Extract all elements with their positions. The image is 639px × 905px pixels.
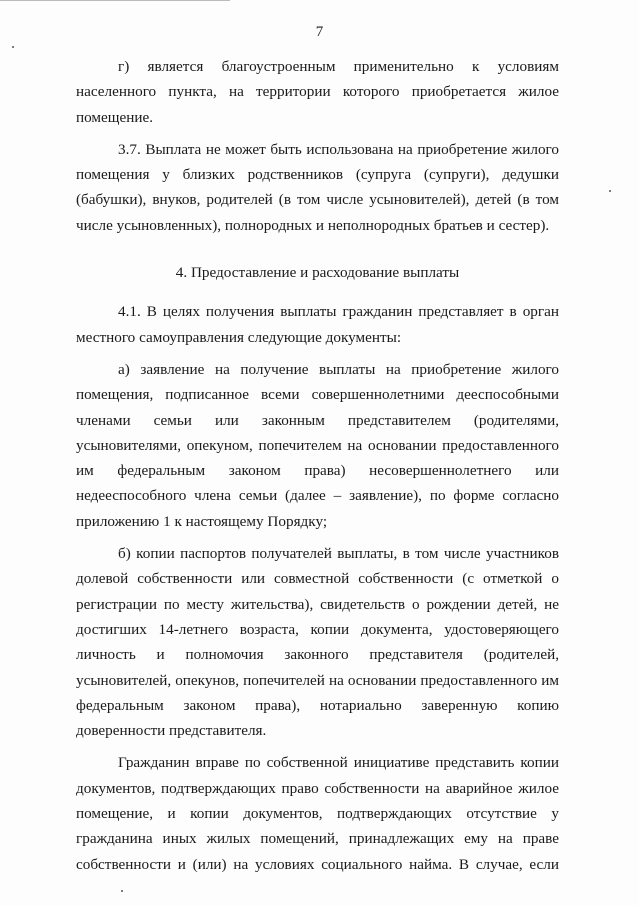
text-line: членами семьи или законным представителем (родителями, (76, 411, 559, 429)
scan-dot (609, 190, 611, 192)
text-line: (бабушки), внуков, родителей (в том числе усыновителей), детей (в том (76, 191, 559, 209)
spacer (76, 534, 559, 541)
text-line: а) заявление на получение выплаты на приобретение жилого (118, 360, 559, 378)
paragraph (76, 54, 559, 130)
text-line: доверенности представителя. (76, 722, 267, 740)
page-number: 7 (315, 24, 324, 40)
spacer (76, 285, 559, 299)
text-line: помещение. (76, 108, 154, 126)
text-line: усыновителей, опекунов, попечителей на основании предоставленного им (76, 671, 559, 689)
text-line: 4.1. В целях получения выплаты гражданин представляет в орган (118, 303, 559, 321)
text-line: помещения у близких родственников (супруга (супруги), дедушки (76, 166, 559, 184)
paragraph (76, 750, 559, 876)
text-line: недееспособного члена семьи (далее – заявление), по форме согласно (76, 487, 559, 505)
text-line: достигших 14-летнего возраста, копии документа, удостоверяющего (76, 620, 559, 638)
spacer (76, 350, 559, 357)
text-line: федеральным законом права), нотариально заверенную копию (76, 696, 559, 714)
paragraph (76, 137, 559, 238)
spacer (76, 238, 559, 260)
text-line: регистрации по месту жительства), свидетельств о рождении детей, не (76, 595, 559, 613)
text-line: помещение, и копии документов, подтверждающих отсутствие у (76, 805, 559, 823)
document-body (76, 54, 559, 877)
section-heading: 4. Предоставление и расходование выплаты (175, 264, 460, 282)
paragraph (76, 357, 559, 534)
paragraph (76, 299, 559, 350)
text-line: г) является благоустроенным применительно к условиям (118, 58, 559, 75)
scan-dot (121, 890, 123, 892)
text-line: долевой собственности или совместной собственности (с отметкой о (76, 570, 559, 588)
scan-top-rule (0, 0, 230, 1)
paragraph (76, 541, 559, 743)
text-line: числе усыновленных), полнородных и неполнородных братьев и сестер). (76, 216, 550, 234)
text-line: б) копии паспортов получателей выплаты, в том числе участников (118, 545, 559, 563)
text-line: Гражданин вправе по собственной инициативе представить копии (118, 754, 559, 772)
text-line: 3.7. Выплата не может быть использована на приобретение жилого (118, 140, 559, 158)
text-line: им федеральным законом права) несовершеннолетнего или (76, 462, 559, 480)
spacer (76, 743, 559, 750)
text-line: усыновителями, опекуном, попечителем на основании предоставленного (76, 436, 559, 454)
text-line: приложению 1 к настоящему Порядку; (76, 512, 328, 530)
text-line: личность и полномочия законного представителя (родителей, (76, 646, 559, 664)
text-line: населенного пункта, на территории которого приобретается жилое (76, 83, 559, 101)
spacer (76, 130, 559, 137)
text-line: помещения, подписанное всеми совершеннолетними дееспособными (76, 386, 559, 404)
text-line: собственности и (или) на условиях социального найма. В случае, если (76, 855, 559, 873)
scan-dot (12, 46, 14, 48)
text-line: местного самоуправления следующие документы: (76, 328, 402, 346)
text-line: документов, подтверждающих право собственности на аварийное жилое (76, 779, 559, 797)
text-line: гражданина иных жилых помещений, принадлежащих ему на праве (76, 830, 559, 848)
